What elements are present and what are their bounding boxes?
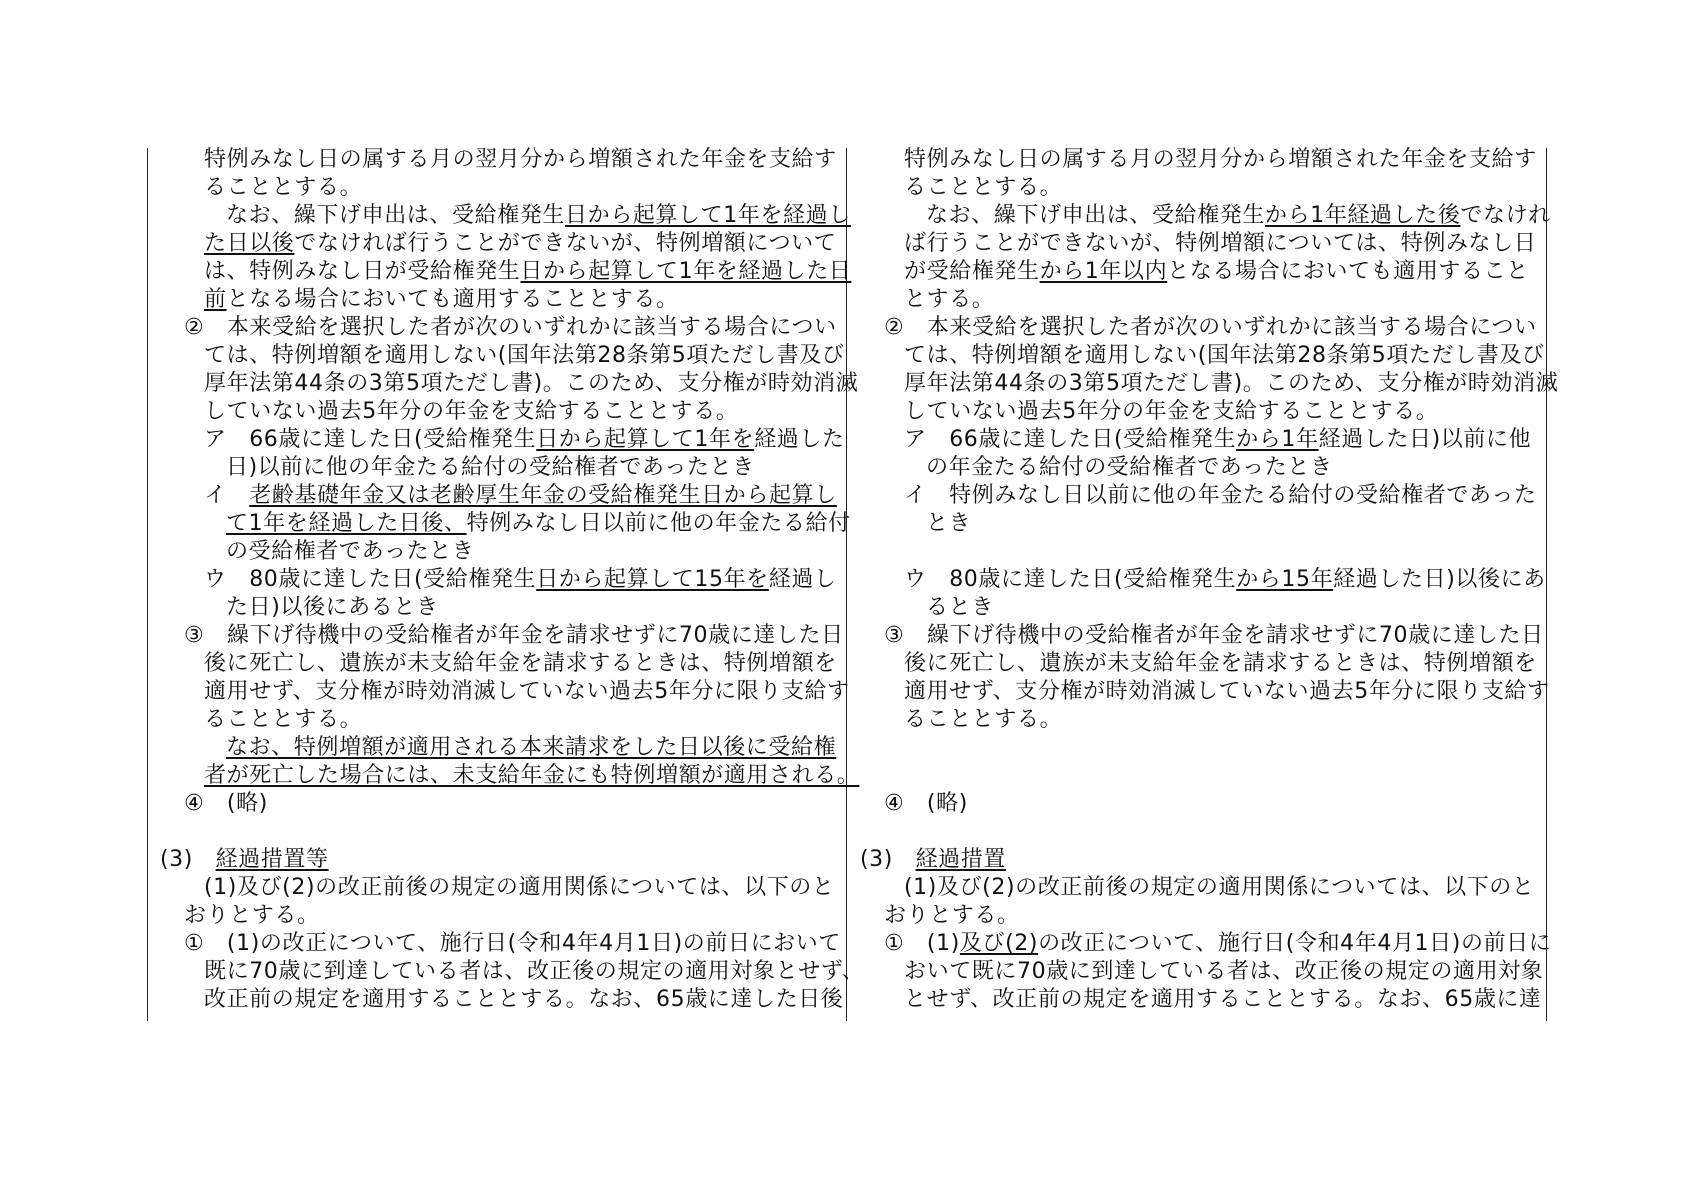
text-line	[884, 790, 968, 818]
text-line	[204, 342, 845, 370]
text-segment: ② 本来受給を選択した者が次のいずれかに該当する場合につい	[184, 315, 837, 340]
text-segment: ることとする。	[904, 707, 1063, 732]
text-line	[904, 258, 1529, 286]
text-segment: とせず、改正前の規定を適用することとする。なお、65歳に達	[904, 987, 1542, 1012]
underlined-revision-text: 日から起算して1年を	[536, 427, 755, 452]
text-segment: おいて既に70歳に到達している者は、改正後の規定の適用対象	[904, 959, 1544, 984]
text-segment: となる場合においても適用することとする。	[226, 287, 679, 312]
underlined-revision-text: 経過措置	[915, 847, 1006, 872]
text-segment: 特例みなし日の属する月の翌月分から増額された年金を支給す	[904, 147, 1537, 172]
underlined-revision-text: 経過措置等	[215, 847, 329, 872]
text-segment: 特例みなし日以前に他の年金たる給付	[466, 511, 851, 536]
text-segment: ア 66歳に達した日(受給権発生	[204, 427, 537, 452]
text-line	[926, 510, 971, 538]
underlined-revision-text: 及び(2)	[959, 931, 1039, 956]
text-segment: ④ (略)	[184, 791, 268, 816]
text-segment: とする。	[904, 287, 995, 312]
text-segment: ることとする。	[204, 707, 363, 732]
text-line	[226, 594, 439, 622]
text-line	[184, 902, 320, 930]
text-line	[204, 650, 837, 678]
text-line	[926, 594, 994, 622]
underlined-revision-text: から1年経過した後	[1265, 203, 1461, 228]
underlined-revision-text: から1年	[1236, 427, 1319, 452]
text-line	[204, 874, 835, 902]
text-segment: (1)及び(2)の改正前後の規定の適用関係については、以下のと	[204, 875, 835, 900]
text-segment: 経過した日)以後にあ	[1333, 567, 1546, 592]
text-segment: 特例みなし日の属する月の翌月分から増額された年金を支給す	[204, 147, 837, 172]
text-line	[226, 538, 474, 566]
text-segment: ては、特例増額を適用しない(国年法第28条第5項ただし書及び	[204, 343, 845, 368]
text-line	[184, 622, 844, 650]
text-segment: ① (1)の改正について、施行日(令和4年4月1日)の前日において	[184, 931, 841, 956]
text-segment: でなけれ	[1460, 203, 1551, 228]
text-segment: るとき	[926, 595, 994, 620]
text-segment: の受給権者であったとき	[226, 539, 475, 564]
text-line	[184, 930, 841, 958]
text-line	[204, 174, 362, 202]
text-segment: していない過去5年分の年金を支給することとする。	[204, 399, 739, 424]
text-segment: ③ 繰下げ待機中の受給権者が年金を請求せずに70歳に達した日	[884, 623, 1544, 648]
right-border-line	[1546, 148, 1547, 1021]
text-line	[884, 314, 1537, 342]
text-line	[904, 566, 1546, 594]
text-segment: とき	[926, 511, 972, 536]
underlined-revision-text: 老齢基礎年金又は老齢厚生年金の受給権発生日から起算し	[249, 483, 837, 508]
text-line	[926, 202, 1551, 230]
text-line	[904, 986, 1542, 1014]
text-segment: 厚年法第44条の3第5項ただし書)。このため、支分権が時効消滅	[904, 371, 1559, 396]
text-segment: ては、特例増額を適用しない(国年法第28条第5項ただし書及び	[904, 343, 1545, 368]
text-segment: 日)以前に他の年金たる給付の受給権者であったとき	[226, 455, 755, 480]
text-line	[204, 678, 850, 706]
text-line	[204, 958, 864, 986]
text-line	[904, 958, 1543, 986]
text-line	[184, 790, 268, 818]
text-segment: でなければ行うことができないが、特例増額について	[294, 231, 837, 256]
text-segment: ば行うことができないが、特例増額については、特例みなし日	[904, 231, 1537, 256]
text-segment: 適用せず、支分権が時効消滅していない過去5年分に限り支給す	[904, 679, 1550, 704]
text-segment: た日)以後にあるとき	[226, 595, 439, 620]
text-segment: 適用せず、支分権が時効消滅していない過去5年分に限り支給す	[204, 679, 850, 704]
text-line	[884, 930, 1551, 958]
text-line	[204, 230, 836, 258]
text-line	[860, 846, 1006, 874]
text-segment: おりとする。	[184, 903, 320, 928]
text-line	[226, 510, 851, 538]
text-segment: は、特例みなし日が受給権発生	[204, 259, 521, 284]
text-line	[204, 426, 845, 454]
text-segment: ② 本来受給を選択した者が次のいずれかに該当する場合につい	[884, 315, 1537, 340]
text-segment: 後に死亡し、遺族が未支給年金を請求するときは、特例増額を	[204, 651, 837, 676]
text-line	[904, 230, 1536, 258]
text-segment: イ 特例みなし日以前に他の年金たる給付の受給権者であった	[904, 483, 1537, 508]
text-line	[204, 370, 858, 398]
text-line	[884, 622, 1544, 650]
text-line	[904, 706, 1062, 734]
text-line	[904, 370, 1558, 398]
text-segment: なお、繰下げ申出は、受給権発生	[926, 203, 1266, 228]
text-segment: イ	[204, 483, 250, 508]
text-segment: 経過した	[754, 427, 845, 452]
text-segment: が受給権発生	[904, 259, 1040, 284]
text-segment: 既に70歳に到達している者は、改正後の規定の適用対象とせず、	[204, 959, 865, 984]
text-line	[226, 202, 851, 230]
text-line	[904, 398, 1438, 426]
underlined-revision-text: 前	[204, 287, 227, 312]
text-line	[226, 734, 836, 762]
underlined-revision-text: て1年を経過した日後、	[226, 511, 467, 536]
text-segment: ウ 80歳に達した日(受給権発生	[204, 567, 537, 592]
text-line	[204, 566, 837, 594]
text-line	[204, 762, 859, 790]
text-segment: ることとする。	[204, 175, 363, 200]
text-segment: 厚年法第44条の3第5項ただし書)。このため、支分権が時効消滅	[204, 371, 859, 396]
text-segment: していない過去5年分の年金を支給することとする。	[904, 399, 1439, 424]
text-segment: 改正前の規定を適用することとする。なお、65歳に達した日後	[204, 987, 844, 1012]
text-line	[884, 902, 1020, 930]
text-line	[204, 398, 738, 426]
text-line	[904, 482, 1537, 510]
text-segment: 経過した日)以前に他	[1318, 427, 1532, 452]
underlined-revision-text: 者が死亡した場合には、未支給年金にも特例増額が適用される。	[204, 763, 860, 788]
underlined-revision-text: 日から起算して1年を経過し	[565, 203, 851, 228]
text-line	[904, 342, 1545, 370]
text-line	[904, 146, 1537, 174]
text-line	[926, 454, 1333, 482]
text-segment: となる場合においても適用すること	[1167, 259, 1529, 284]
text-segment: (3)	[860, 847, 916, 872]
underlined-revision-text: なお、特例増額が適用される本来請求をした日以後に受給権	[226, 735, 837, 760]
text-line	[226, 454, 755, 482]
text-line	[204, 986, 843, 1014]
text-line	[160, 846, 329, 874]
text-segment: (1)及び(2)の改正前後の規定の適用関係については、以下のと	[904, 875, 1535, 900]
text-line	[904, 874, 1535, 902]
text-line	[904, 678, 1550, 706]
text-line	[904, 286, 994, 314]
text-segment: ア 66歳に達した日(受給権発生	[904, 427, 1237, 452]
text-line	[204, 258, 851, 286]
text-segment: ① (1)	[884, 931, 960, 956]
text-segment: (3)	[160, 847, 216, 872]
text-line	[204, 146, 837, 174]
text-line	[204, 482, 837, 510]
text-segment: の年金たる給付の受給権者であったとき	[926, 455, 1333, 480]
text-segment: なお、繰下げ申出は、受給権発生	[226, 203, 566, 228]
text-line	[204, 706, 362, 734]
text-segment: ウ 80歳に達した日(受給権発生	[904, 567, 1237, 592]
underlined-revision-text: 日から起算して15年を	[536, 567, 769, 592]
text-line	[904, 650, 1537, 678]
underlined-revision-text: た日以後	[204, 231, 295, 256]
text-segment: の改正について、施行日(令和4年4月1日)の前日に	[1038, 931, 1552, 956]
text-line	[904, 426, 1531, 454]
left-border-line	[147, 148, 148, 1021]
text-line	[904, 174, 1062, 202]
text-segment: おりとする。	[884, 903, 1020, 928]
text-segment: ④ (略)	[884, 791, 968, 816]
underlined-revision-text: 日から起算して1年を経過した日	[520, 259, 852, 284]
text-segment: ることとする。	[904, 175, 1063, 200]
text-line	[204, 286, 679, 314]
text-segment: 後に死亡し、遺族が未支給年金を請求するときは、特例増額を	[904, 651, 1537, 676]
text-segment: ③ 繰下げ待機中の受給権者が年金を請求せずに70歳に達した日	[184, 623, 844, 648]
underlined-revision-text: から15年	[1236, 567, 1334, 592]
text-line	[184, 314, 837, 342]
underlined-revision-text: から1年以内	[1039, 259, 1168, 284]
text-segment: 経過し	[768, 567, 837, 592]
